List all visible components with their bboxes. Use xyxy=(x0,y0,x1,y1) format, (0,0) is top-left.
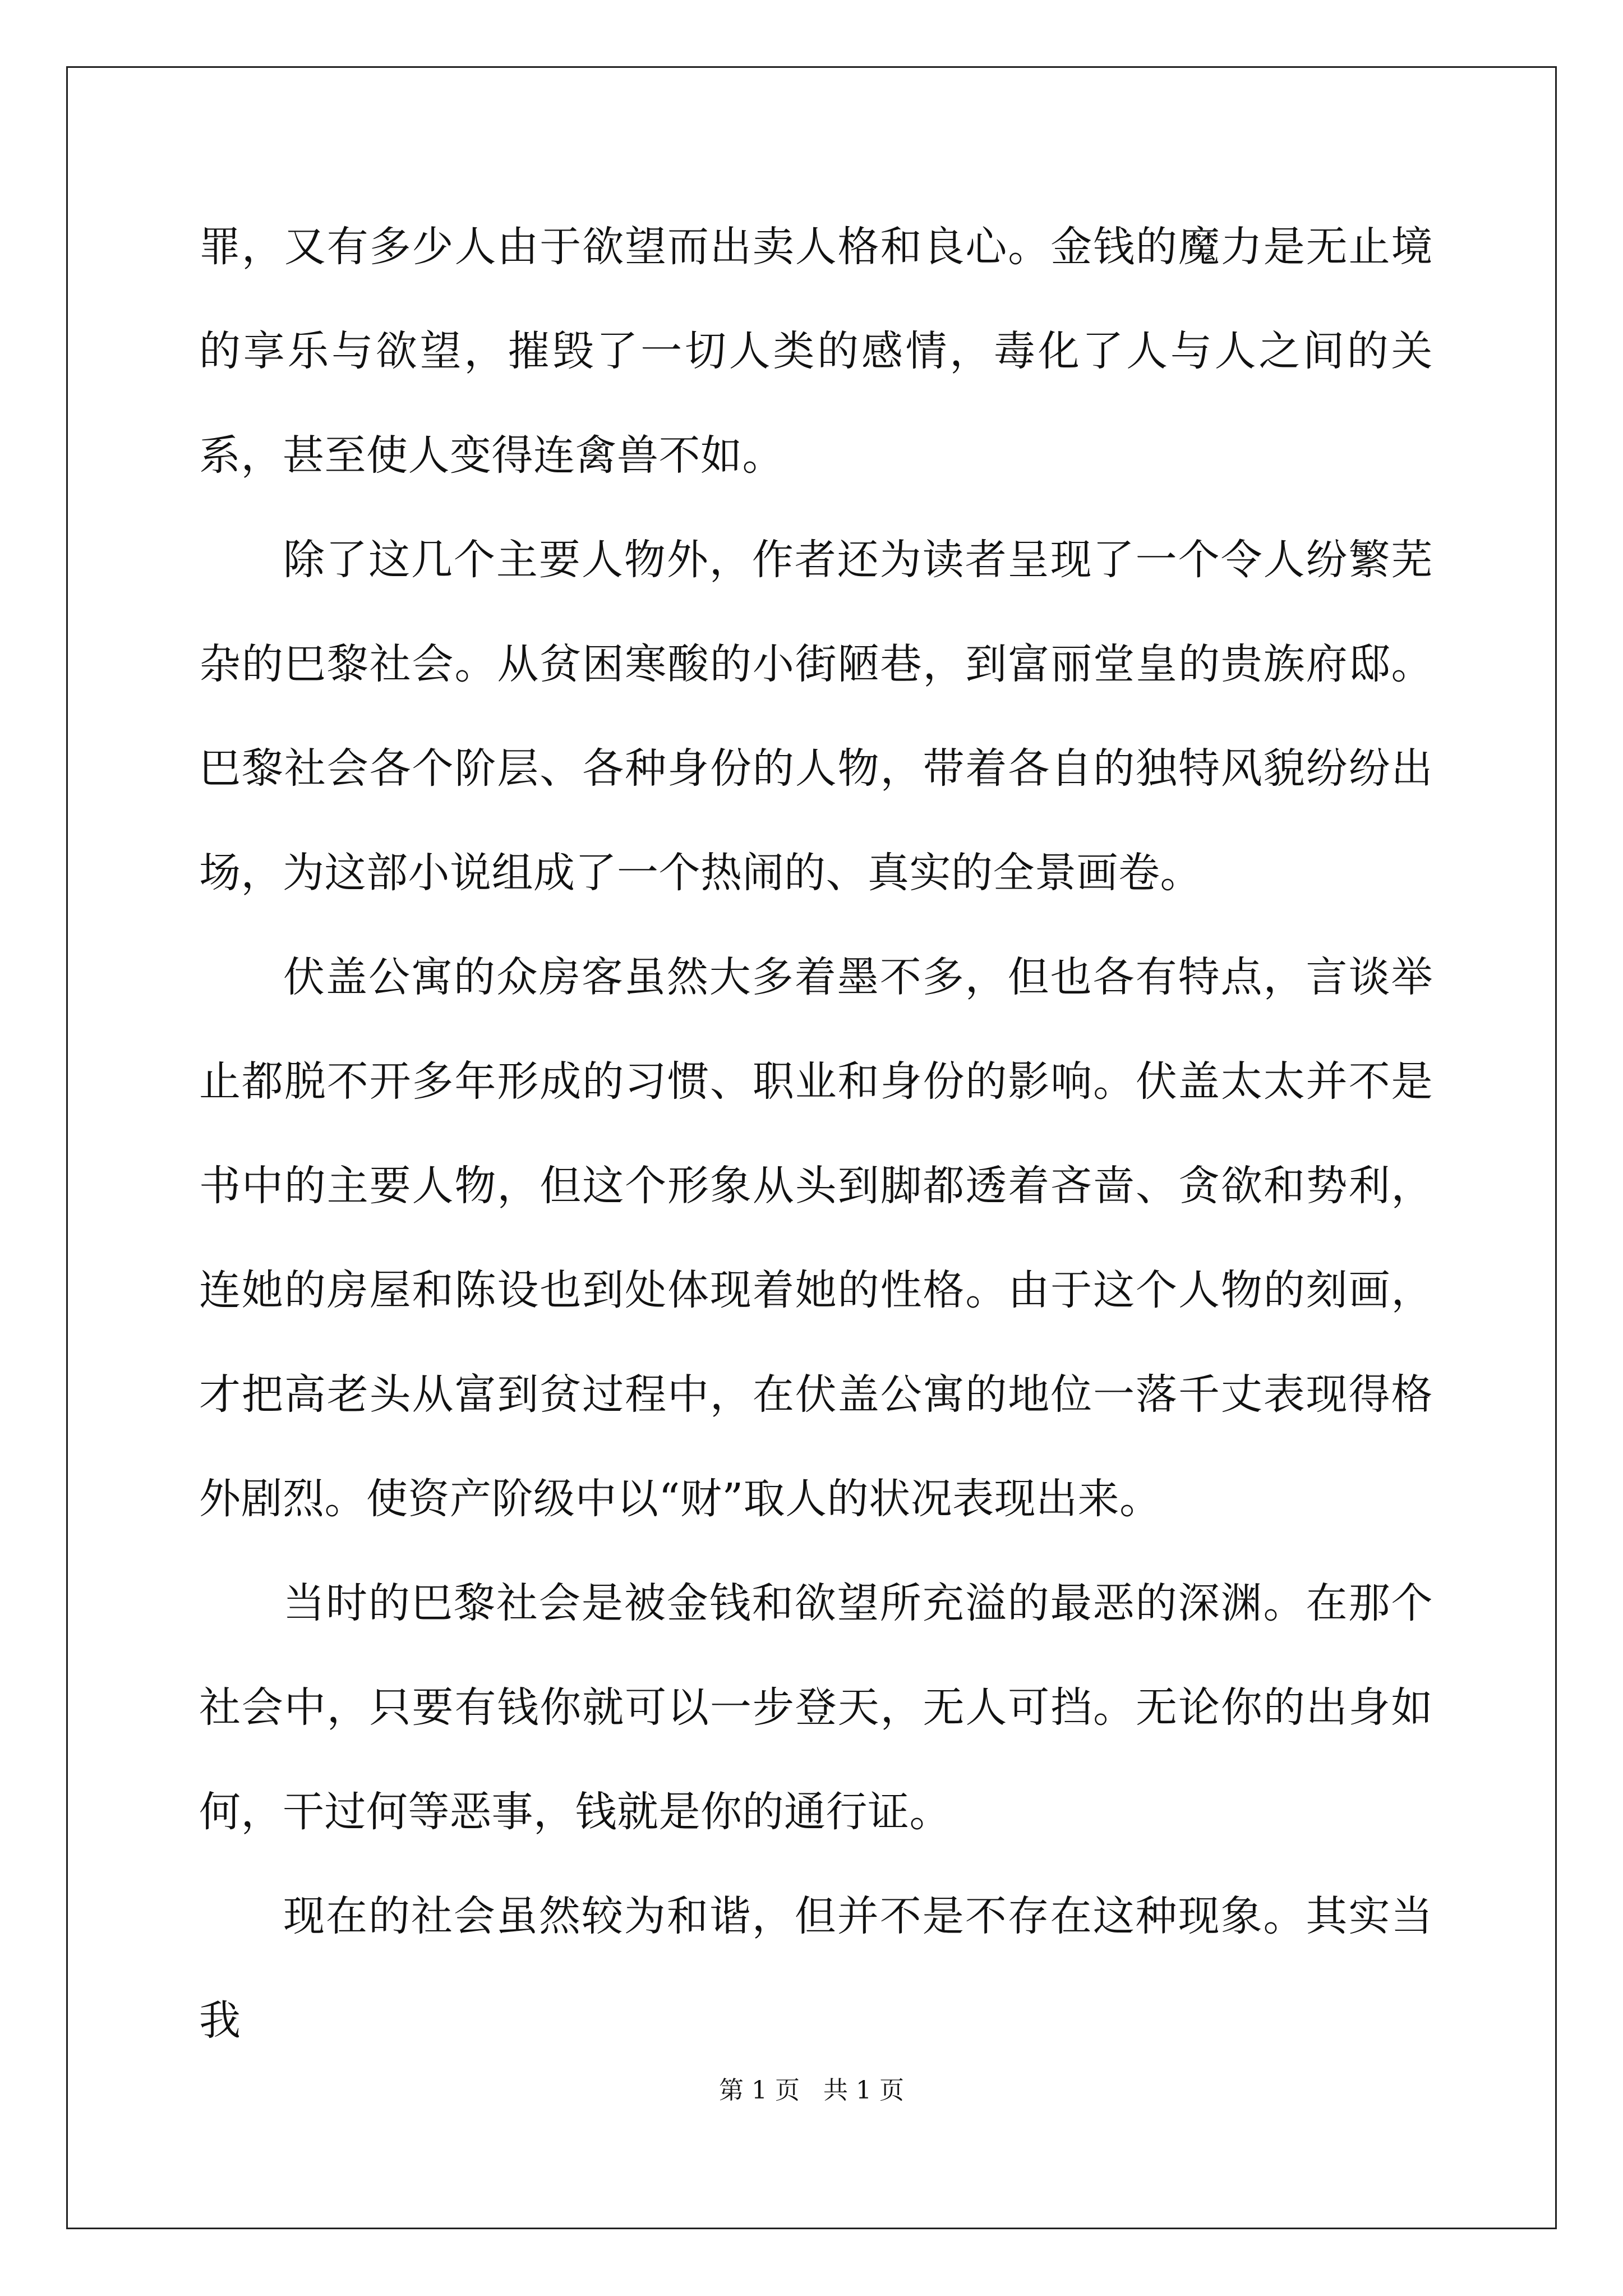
paragraph: 伏盖公寓的众房客虽然大多着墨不多，但也各有特点，言谈举止都脱不开多年形成的习惯、职业和身份的影响。伏盖太太并不是书中的主要人物，但这个形象从头到脚都透着吝啬、贪欲和势利，连她的房屋和陈设也到处体现着她的性格。由于这个人物的刻画，才把高老头从富到贫过程中，在伏盖公寓的地位一落千丈表现得格外剧烈。使资产阶级中以“财”取人的状况表现出来。 xyxy=(199,953,1433,1523)
page-total: 共 1 页 xyxy=(823,2076,904,2105)
page-number: 第 1 页 xyxy=(719,2076,800,2105)
paragraph: 当时的巴黎社会是被金钱和欲望所充溢的最恶的深渊。在那个社会中，只要有钱你就可以一步登天，无人可挡。无论你的出身如何，干过何等恶事，钱就是你的通行证。 xyxy=(199,1579,1433,1836)
page-footer xyxy=(0,2070,1623,2106)
paragraph: 现在的社会虽然较为和谐，但并不是不存在这种现象。其实当我 xyxy=(199,1892,1433,2045)
paragraph-continued: 罪，又有多少人由于欲望而出卖人格和良心。金钱的魔力是无止境的享乐与欲望，摧毁了一切人类的感情，毒化了人与人之间的关系，甚至使人变得连禽兽不如。 xyxy=(199,223,1433,480)
document-body xyxy=(199,195,1433,2073)
paragraph: 除了这几个主要人物外，作者还为读者呈现了一个令人纷繁芜杂的巴黎社会。从贫困寒酸的小街陋巷，到富丽堂皇的贵族府邸。巴黎社会各个阶层、各种身份的人物，带着各自的独特风貌纷纷出场，为这部小说组成了一个热闹的、真实的全景画卷。 xyxy=(199,536,1433,897)
